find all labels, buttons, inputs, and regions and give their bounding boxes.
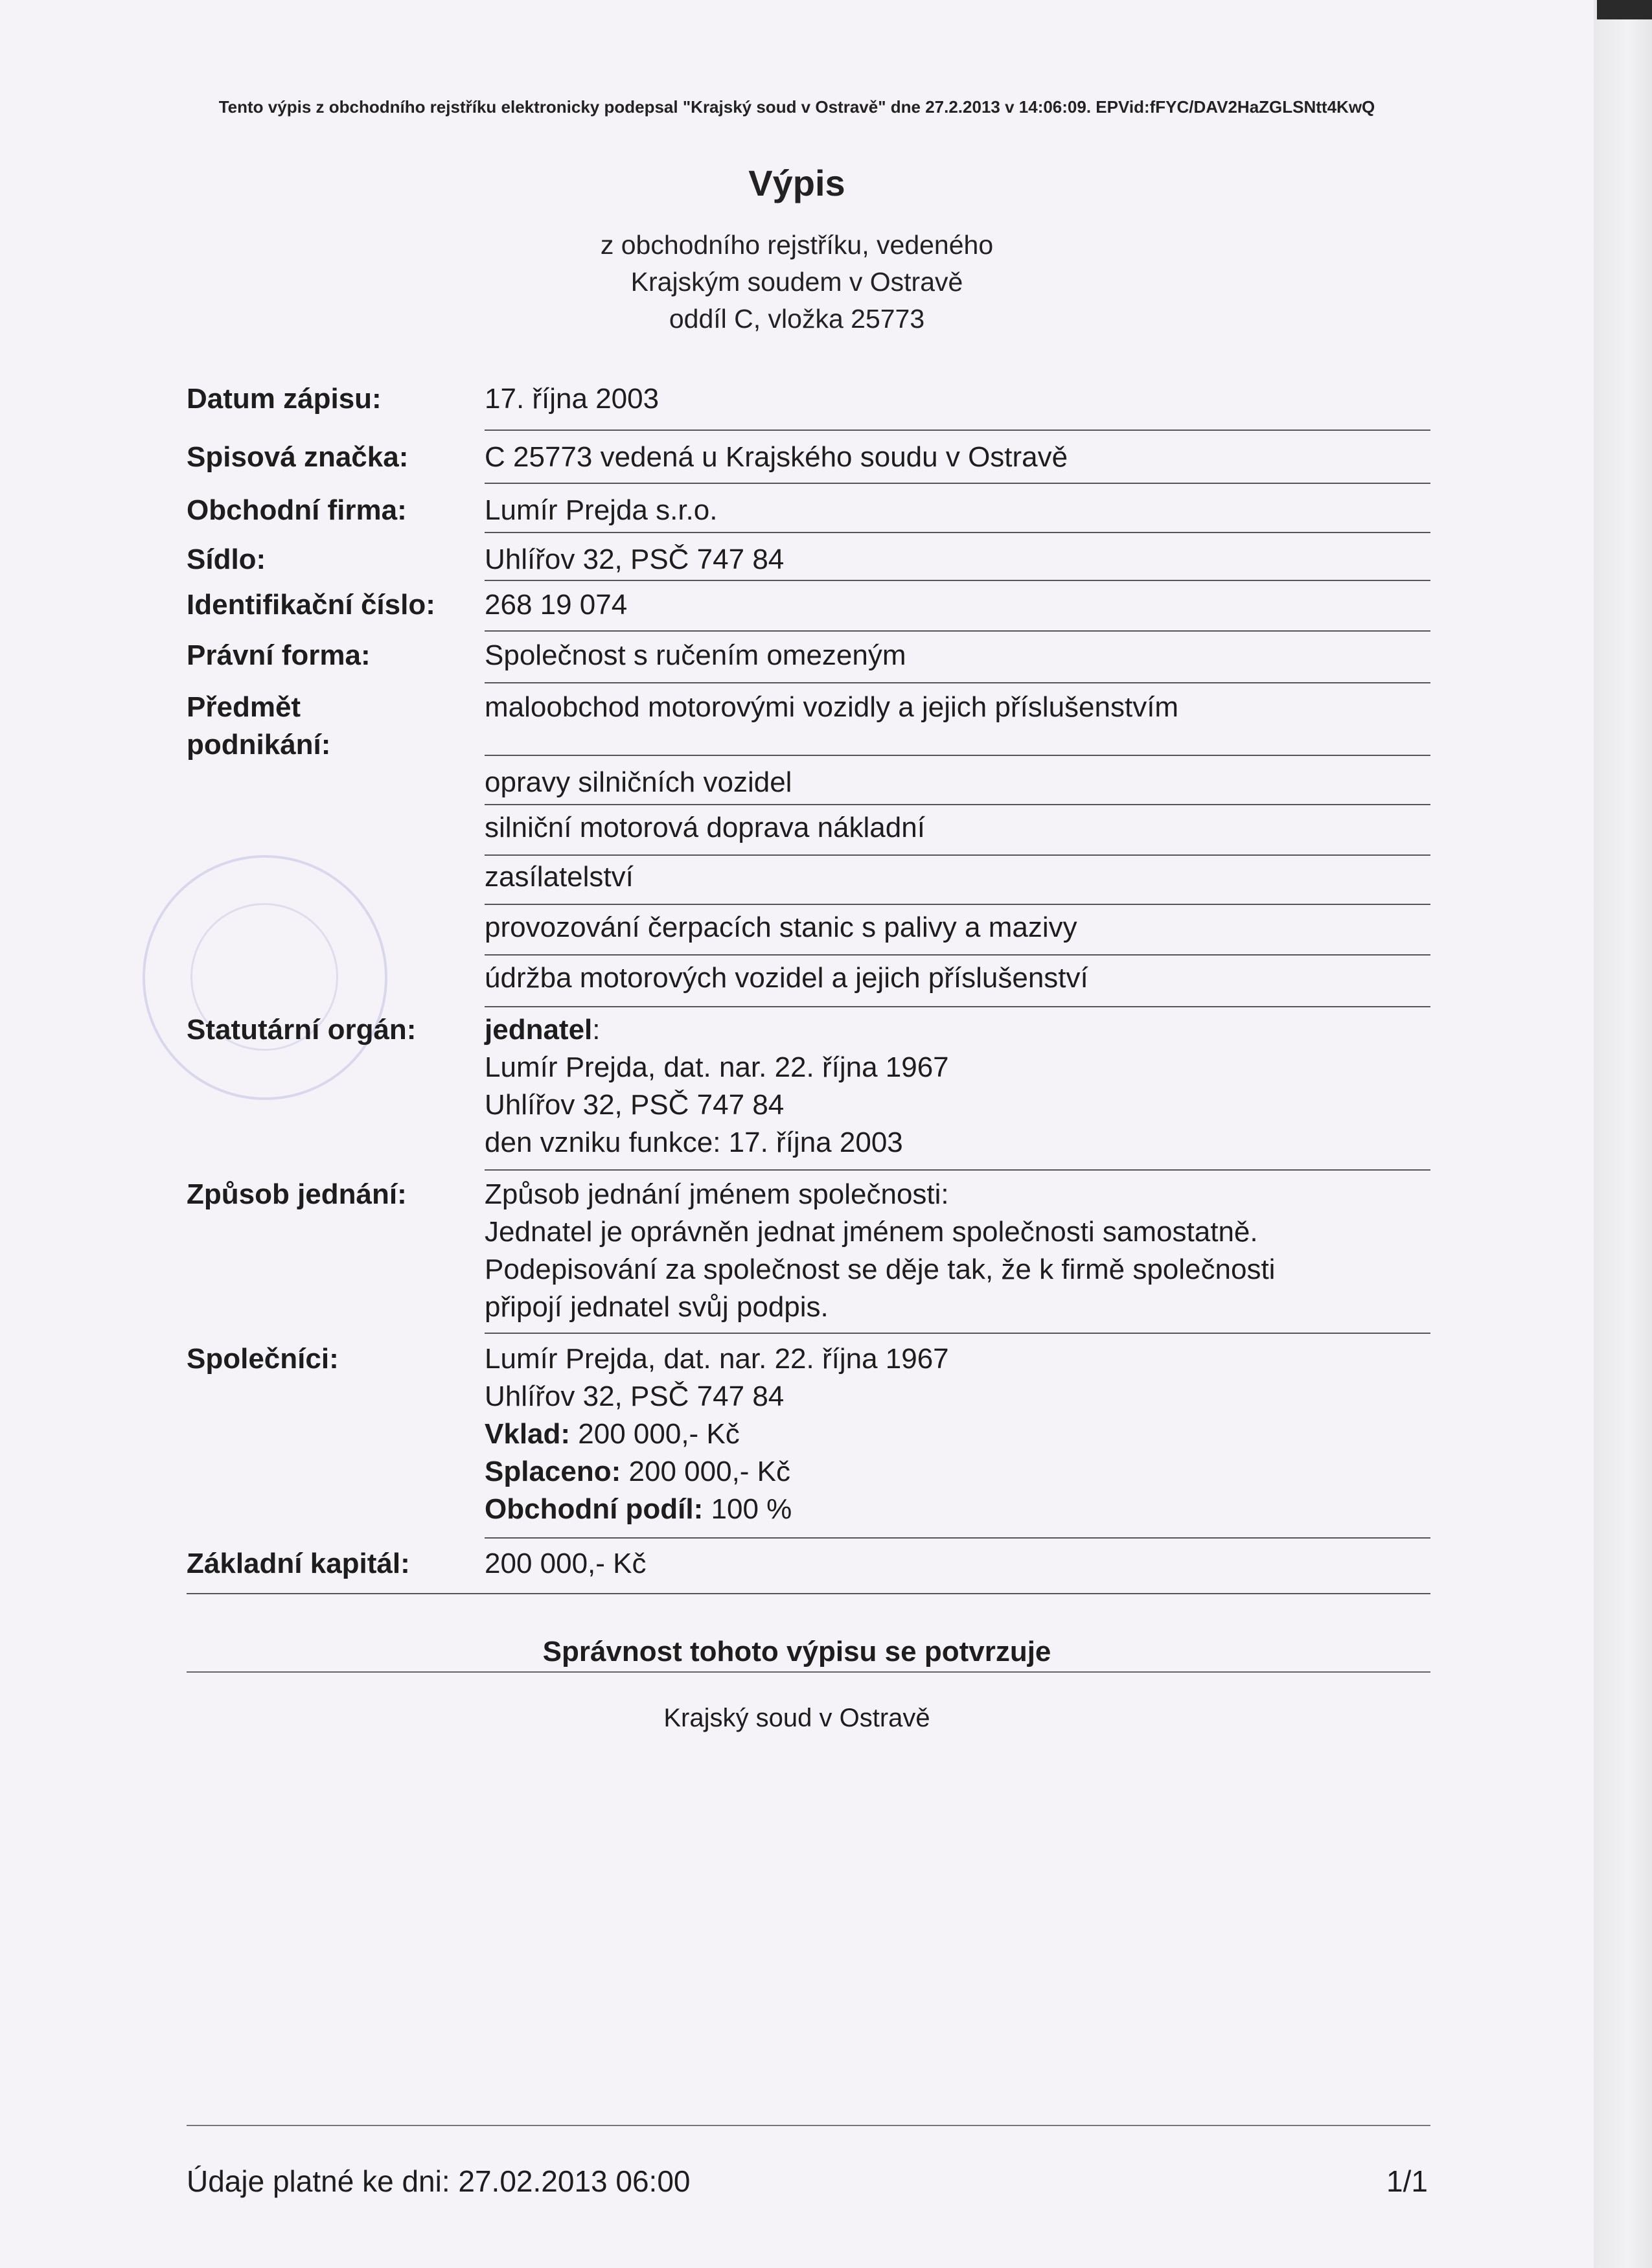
record-value: Lumír Prejda s.r.o.: [485, 494, 718, 526]
record-label: Sídlo:: [187, 544, 266, 575]
record-label: Spisová značka:: [187, 441, 409, 473]
detail-line: Podepisování za společnost se děje tak, že k firmě společnosti: [485, 1254, 1276, 1285]
valid-as-of: Údaje platné ke dni: 27.02.2013 06:00: [187, 2164, 691, 2198]
podil-value: 100 %: [711, 1493, 792, 1525]
record-spisova-znacka: [187, 431, 1430, 483]
record-value: [485, 1340, 1430, 1528]
role-line: [485, 1011, 1430, 1049]
vklad-label: Vklad:: [485, 1418, 571, 1450]
page-title: Výpis: [748, 163, 845, 203]
record-label: Základní kapitál:: [187, 1548, 410, 1579]
record-value: [485, 1176, 1430, 1326]
activity-item: provozování čerpacích stanic s palivy a mazivy: [485, 911, 1077, 943]
record-value: 200 000,- Kč: [485, 1548, 647, 1579]
record-value: Společnost s ručením omezeným: [485, 639, 906, 671]
record-spolecnici: [187, 1334, 1430, 1537]
divider: [187, 1671, 1430, 1673]
detail-line: Uhlířov 32, PSČ 747 84: [485, 1380, 785, 1412]
record-label: Datum zápisu:: [187, 383, 382, 415]
activity-item: opravy silničních vozidel: [485, 766, 792, 798]
page-edge-shadow: [1597, 0, 1652, 19]
record-pravni-forma: [187, 632, 1430, 682]
detail-line: Lumír Prejda, dat. nar. 22. října 1967: [485, 1343, 949, 1375]
detail-line: den vzniku funkce: 17. října 2003: [485, 1127, 903, 1158]
record-label-line: podnikání:: [187, 729, 331, 761]
record-label: Způsob jednání:: [187, 1178, 407, 1210]
record-statutarni-organ: [187, 1007, 1430, 1169]
role-suffix: :: [592, 1014, 601, 1046]
activity-item: silniční motorová doprava nákladní: [485, 812, 925, 843]
detail-line: Způsob jednání jménem společnosti:: [485, 1178, 949, 1210]
record-label: Obchodní firma:: [187, 494, 407, 526]
subtitle-line: z obchodního rejstříku, vedeného: [600, 230, 994, 260]
splaceno-value: 200 000,- Kč: [628, 1456, 791, 1487]
divider: [187, 1593, 1430, 1594]
record-value: 17. října 2003: [485, 383, 660, 415]
court-name: Krajský soud v Ostravě: [663, 1704, 930, 1732]
subtitle-line: Krajským soudem v Ostravě: [630, 267, 963, 297]
record-label: [187, 689, 485, 1006]
activity-item: maloobchod motorovými vozidly a jejich příslušenstvím: [485, 691, 1179, 723]
page-edge: [1594, 0, 1652, 2268]
subtitle: [0, 227, 1594, 338]
record-zakladni-kapital: [187, 1539, 1430, 1593]
activity-item: zasílatelství: [485, 861, 634, 893]
detail-line: Lumír Prejda, dat. nar. 22. října 1967: [485, 1051, 949, 1083]
footer-divider: [187, 2125, 1430, 2126]
record-value: [485, 689, 1430, 1006]
register-records: [187, 379, 1430, 1594]
detail-line: připojí jednatel svůj podpis.: [485, 1291, 829, 1323]
vklad-line: [485, 1415, 1430, 1453]
record-ico: [187, 581, 1430, 630]
record-label: Statutární orgán:: [187, 1014, 417, 1046]
record-label: Právní forma:: [187, 639, 371, 671]
record-value: 268 19 074: [485, 589, 628, 621]
record-value: Uhlířov 32, PSČ 747 84: [485, 544, 785, 575]
record-label: Společníci:: [187, 1343, 339, 1375]
splaceno-line: [485, 1453, 1430, 1491]
page-number: 1/1: [1386, 2164, 1428, 2198]
record-zpusob-jednani: [187, 1171, 1430, 1333]
confirmation-text: Správnost tohoto výpisu se potvrzuje: [542, 1636, 1051, 1667]
record-value: C 25773 vedená u Krajského soudu v Ostravě: [485, 441, 1068, 473]
record-label-line: Předmět: [187, 691, 301, 723]
subtitle-line: oddíl C, vložka 25773: [669, 304, 925, 334]
splaceno-label: Splaceno:: [485, 1456, 621, 1487]
podil-line: [485, 1491, 1430, 1528]
signature-note: Tento výpis z obchodního rejstříku elektronicky podepsal "Krajský soud v Ostravě" dne 27.2.2013 v 14:06:09. EPVid:fFYC/DAV2HaZGLSNtt4KwQ: [218, 97, 1375, 117]
record-sidlo: [187, 533, 1430, 580]
role-name: jednatel: [485, 1014, 593, 1046]
vklad-value: 200 000,- Kč: [578, 1418, 740, 1450]
detail-line: Uhlířov 32, PSČ 747 84: [485, 1089, 785, 1121]
record-value: [485, 1011, 1430, 1162]
record-datum-zapisu: [187, 379, 1430, 430]
record-label: Identifikační číslo:: [187, 589, 435, 621]
podil-label: Obchodní podíl:: [485, 1493, 704, 1525]
activity-item: údržba motorových vozidel a jejich příslušenství: [485, 962, 1088, 994]
detail-line: Jednatel je oprávněn jednat jménem společnosti samostatně.: [485, 1216, 1258, 1248]
record-predmet-podnikani: [187, 683, 1430, 1006]
record-obchodni-firma: [187, 484, 1430, 532]
